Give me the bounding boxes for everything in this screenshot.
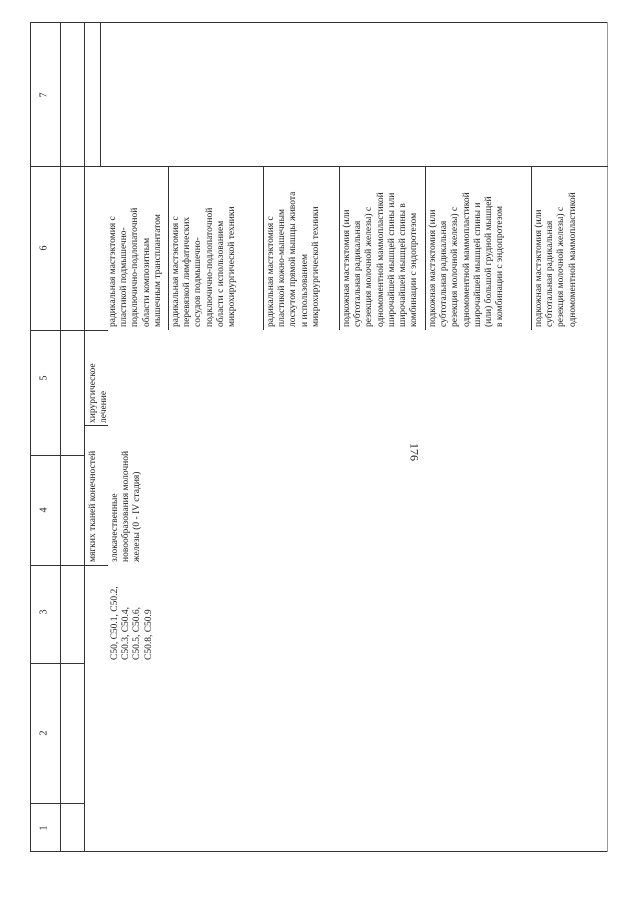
col-separator-5-4-head: [30, 455, 84, 456]
col-separator-4-3: [30, 565, 108, 566]
col-separator-2-1: [30, 803, 84, 804]
column-header-1: 1: [38, 825, 50, 831]
cell-method-4: подкожная мастэктомия (или субтотальная радикальная резекция молочной железы) с одномоментной маммопластикой широчайшей мышцей спины или широчайшей мышцей спины в комбинации с эндопротезом: [342, 192, 420, 327]
cell-treatment-type: хирургическое лечение: [88, 363, 110, 423]
cell-method-5: подкожная мастэктомия (или субтотальная радикальная резекция молочной железы) с одномоментной маммопластикой широчайшей мышцей спины и (или) большой грудной мышцей в комбинации с эндопротезом: [428, 192, 506, 327]
table-border-top: [30, 22, 608, 23]
table-border-bottom: [30, 851, 608, 852]
cell-method-6: подкожная мастэктомия (или субтотальная радикальная резекция молочной железы) с одномоментной маммопластикой: [534, 192, 578, 327]
column-header-6: 6: [38, 245, 50, 251]
col6-sep-4: [425, 166, 426, 330]
cell-icd-codes: C50, C50.1, C50.2, C50.3, C50.4, C50.5, C50.6, C50.8, C50.9: [110, 586, 154, 660]
page-number: 176: [407, 443, 422, 461]
header-row-boundary: [60, 22, 61, 852]
cell-method-1: радикальная мастэктомия с пластикой подмышечно- подключично-подлопаточной области композитным мышечным трансплантатом: [108, 207, 163, 327]
col6-sep-5: [531, 166, 532, 330]
column-header-2: 2: [38, 730, 50, 736]
column-header-3: 3: [38, 609, 50, 615]
column-header-7: 7: [38, 92, 50, 98]
col-separator-3-2: [30, 663, 84, 664]
row-separator-col7: [100, 22, 101, 167]
table-border-left: [30, 22, 31, 852]
cell-method-3: радикальная мастэктомия с пластикой кожно-мышечным лоскутом прямой мышцы живота и использованием микрохирургической техники: [266, 191, 321, 327]
row-separator-top: [84, 22, 85, 852]
cell-top-col4: мягких тканей конечностей: [88, 450, 98, 562]
col-separator-6-5-mid: [84, 330, 102, 331]
col6-sep-2: [263, 166, 264, 330]
cell-diagnosis: злокачественные новообразования молочной железы (0 - IV стадия): [110, 450, 143, 562]
table-border-right: [607, 22, 608, 852]
column-header-4: 4: [38, 507, 50, 513]
col6-sep-3: [339, 166, 340, 330]
col6-sep-1: [168, 166, 169, 330]
cell-method-2: радикальная мастэктомия с перевязкой лимфатических сосудов подмышечно- подключично-подлопаточной области с использованием микрохирургической техники: [171, 206, 238, 327]
column-header-5: 5: [38, 375, 50, 381]
